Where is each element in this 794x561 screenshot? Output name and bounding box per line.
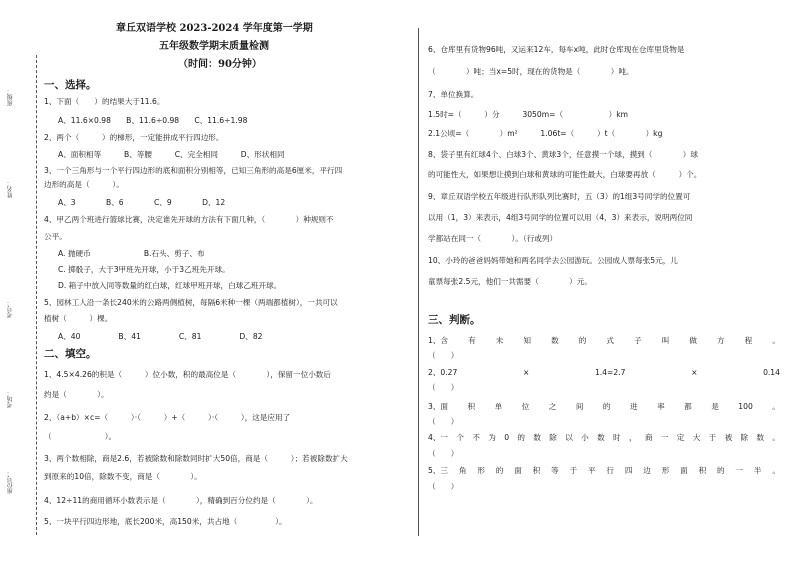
question-line: 公平。 [44,232,67,241]
judge-token: 4、一 [428,433,449,442]
judge-token: 积 [467,402,476,411]
judge-token: 于 [569,466,578,475]
judge-token: 数 [533,433,541,442]
judge-mark: （ ） [428,383,459,392]
section-heading-fill: 二、填空。 [44,348,97,360]
judge-item [428,337,780,345]
question-line: 1、4.5×4.26的积是（ ）位小数，积的最高位是（ ），保留一位小数后 [44,370,331,379]
judge-item [428,369,780,377]
judge-token: 时 [613,433,621,442]
judge-token: 边 [643,466,651,475]
judge-token: 单 [494,402,503,411]
judge-token: 2、0.27 [428,368,458,377]
judge-token: 知 [523,336,531,345]
judge-mark: （ ） [428,482,459,491]
judge-token: 积 [698,466,707,475]
judge-token: 一 [660,433,669,442]
judge-token: 面 [514,466,522,475]
judge-token: 小 [581,433,589,442]
question-line: （ ）。 [44,432,117,441]
judge-token: 的 [495,466,504,475]
question-line: 2、两个（ ）的梯形，一定能拼成平行四边形。 [44,133,224,142]
judge-token: 以 [565,433,573,442]
exam-subtitle: 五年级数学期末质量检测 [159,41,269,52]
judge-token: 数 [597,433,605,442]
judge-token: 率 [657,402,665,411]
judge-token: 数 [756,433,765,442]
judge-token: 3、面 [428,402,449,411]
option-line: A、11.6×0.98 B、11.6÷0.98 C、11.6÷1.98 [58,116,248,125]
question-line: 6、仓库里有货物96吨，又运来12车，每车x吨，此时仓库现在仓库里货物是 [428,45,685,54]
gutter-label: 考号： [7,300,14,318]
section-heading-choice: 一、选择。 [44,79,97,91]
judge-token: 的 [578,336,587,345]
question-line: 到原来的10倍，除数不变，商是（ ）。 [44,472,202,481]
judge-token: 程 [744,336,753,345]
judge-token: 1.4=2.7 [594,368,626,377]
judge-token: 于 [708,433,717,442]
question-line: 7、单位换算。 [428,90,479,99]
question-line: 5、一块平行四边形地，底长200米，高150米，共占地（ ）。 [44,517,287,526]
judge-token: 的 [602,402,611,411]
judge-token: 100 [738,402,753,411]
exam-title: 章丘双语学校 2023-2024 学年度第一学期 [116,23,313,34]
gutter-label: 班级： [7,88,14,106]
judge-token: 位 [521,402,530,411]
judge-token: 的 [717,466,725,475]
judge-token: 0.14 [763,368,780,377]
option-line: A、面积相等 B、等腰 C、完全相同 D、形状相同 [58,150,285,159]
question-line: 童票每张2.5元，他们一共需要（ ）元。 [428,277,592,286]
judge-token: × [522,368,530,377]
question-line: 1.5时=（ ）分 3050m=（ ）km [428,110,629,119]
question-line: 以用（1，3）来表示，4组3号同学的位置可以用（4，3）来表示，说明两位同 [428,213,693,222]
judge-token: 角 [458,466,467,475]
judge-token: ， [628,433,637,442]
judge-token: 商 [644,433,653,442]
question-line: 8、袋子里有红球4个、白球3个、黄球3个，任意摸一个球，摸到（ ）球 [428,150,698,159]
judge-token: 等 [551,466,559,475]
judge-token: 之 [548,402,557,411]
judge-token: 有 [468,336,476,345]
judge-token: 叫 [661,336,670,345]
judge-item [428,403,780,411]
judge-token: 间 [575,402,584,411]
judge-token: 。 [772,433,780,442]
gutter-label: 座位号： [7,470,14,494]
judge-token: 进 [629,402,638,411]
judge-token: 0 [504,433,510,442]
judge-token: 是 [711,402,719,411]
judge-token: 个 [456,433,464,442]
column-divider [418,28,419,536]
question-line: 1、下面（ ）的结果大于11.6。 [44,97,165,106]
section-heading-judge: 三、判断。 [428,314,481,326]
judge-token: 。 [772,466,780,475]
question-line: 10、小玲的爸爸妈妈带她和两名同学去公园游玩。公园成人票每张5元，儿 [428,256,678,265]
question-line: 3、一个三角形与一个平行四边形的底和面积分别相等，已知三角形的高是6厘米，平行四 [44,166,343,175]
judge-token: 未 [495,336,504,345]
judge-token: 形 [477,466,485,475]
judge-token: × [691,368,698,377]
gutter-dashed-line [36,55,37,535]
judge-token: 5、三 [428,466,449,475]
judge-token: 除 [740,433,749,442]
judge-token: 一 [735,466,744,475]
judge-token: 行 [606,466,614,475]
judge-token: 平 [587,466,596,475]
option-line: A. 抛硬币 B.石头、剪子、布 [58,249,205,258]
question-line: 2.1公顷=（ ）m² 1.06t=（ ）t（ ）kg [428,129,663,138]
question-line: 9、章丘双语学校五年级进行队形队列比赛时，五（3）的1组3号同学的位置可 [428,192,691,201]
judge-token: 为 [488,433,496,442]
judge-token: 定 [676,433,685,442]
judge-token: 式 [606,336,614,345]
judge-mark: （ ） [428,351,459,360]
gutter-label: 姓名： [7,180,14,198]
question-line: 约是（ ）。 [44,390,109,399]
judge-token: 被 [724,433,733,442]
judge-token: 子 [634,336,642,345]
judge-token: 做 [689,336,697,345]
gutter-label: 考场： [7,390,14,408]
judge-token: 四 [624,466,633,475]
judge-token: 的 [517,433,525,442]
judge-token: 。 [772,336,780,345]
question-line: 学都站在同一（ ）。（行或列） [428,234,558,243]
judge-item [428,467,780,475]
judge-token: 大 [692,433,701,442]
question-line: （ ）吨；当x=5时，现在的货物是（ ）吨。 [428,67,634,76]
question-line: 植树（ ）棵。 [44,314,113,323]
judge-token: 方 [717,336,725,345]
exam-duration: （时间：90分钟） [178,59,262,70]
question-line: 3、两个数相除，商是2.6，若被除数和除数同时扩大50倍，商是（ ）；若被除数扩大 [44,454,348,463]
judge-token: 面 [680,466,688,475]
judge-token: 1、含 [428,336,449,345]
judge-item [428,434,780,442]
question-line: 边形的高是（ ）。 [44,180,124,189]
question-line: 的可能性大，如果想让摸到白球和黄球的可能性最大，白球要再放（ ）个。 [428,170,702,179]
judge-token: 。 [772,402,780,411]
option-line: A、3 B、6 C、9 D、12 [58,198,226,207]
question-line: 5、园林工人沿一条长240米的公路两侧植树，每隔6米种一棵（两端都植树），一共可以 [44,298,338,307]
option-line: C. 掷骰子，大于3甲班先开球，小于3乙班先开球。 [58,265,230,274]
judge-token: 半 [753,466,762,475]
question-line: 4、甲乙两个班进行篮球比赛，决定谁先开球的方法有下面几种，（ ）种规则不 [44,215,334,224]
option-line: D. 箱子中放入同等数量的红白球，红球甲班开球，白球乙班开球。 [58,281,282,290]
option-line: A、40 B、41 C、81 D、82 [58,332,263,341]
judge-token: 都 [684,402,692,411]
judge-token: 积 [532,466,541,475]
judge-token: 不 [472,433,480,442]
question-line: 2、（a+b）×c=（ ）·（ ）+（ ）·（ ），这是应用了 [44,413,291,422]
question-line: 4、12÷11的商用循环小数表示是（ ），精确到百分位约是（ ）。 [44,496,318,505]
judge-mark: （ ） [428,417,459,426]
judge-token: 除 [549,433,557,442]
judge-token: 形 [661,466,670,475]
binding-gutter [0,0,40,561]
judge-mark: （ ） [428,449,459,458]
judge-token: 数 [551,336,559,345]
